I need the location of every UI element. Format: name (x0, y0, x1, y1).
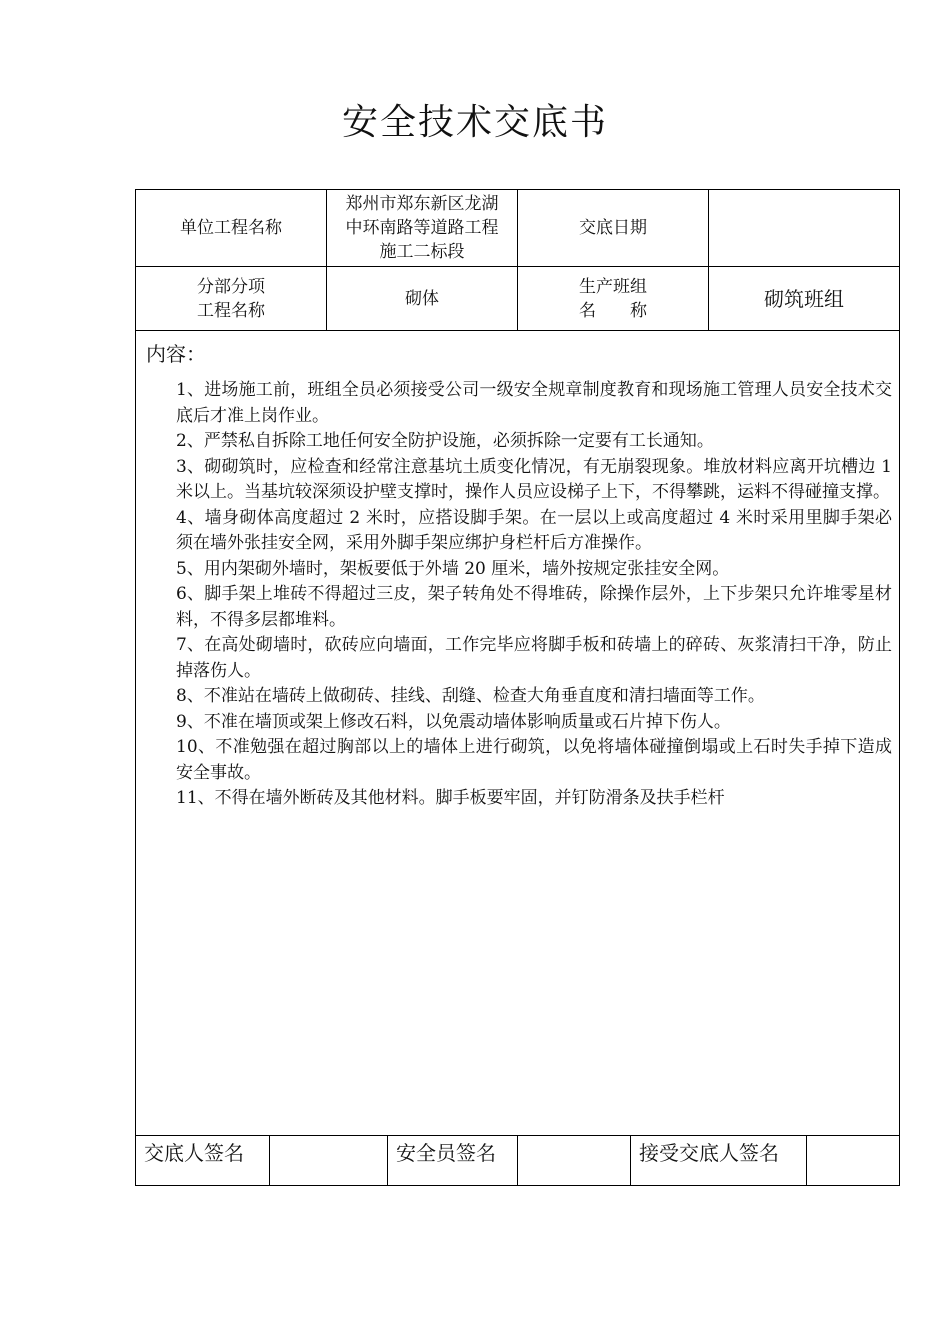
row-divider-2 (136, 330, 899, 331)
unit-project-label: 单位工程名称 (180, 218, 282, 238)
unit-project-line-2: 中环南路等道路工程 (345, 218, 499, 238)
safety-officer-signature-field[interactable] (518, 1136, 630, 1186)
presenter-signature-label: 交底人签名 (144, 1141, 244, 1165)
content-item: 10、不准勉强在超过胸部以上的墙体上进行砌筑，以免将墙体碰撞倒塌或上石时失手掉下造成安全事故。 (176, 737, 892, 783)
content-item: 9、不准在墙顶或架上修改石料，以免震动墙体影响质量或石片掉下伤人。 (176, 711, 731, 732)
unit-project-line-1: 郑州市郑东新区龙湖 (345, 194, 499, 214)
content-item: 5、用内架砌外墙时，架板要低于外墙 20 厘米，墙外按规定张挂安全网。 (176, 558, 730, 579)
document-title: 安全技术交底书 (341, 102, 608, 143)
content-item: 2、严禁私自拆除工地任何安全防护设施，必须拆除一定要有工长通知。 (176, 431, 714, 451)
sub-project-label-line-1: 分部分项 (197, 276, 265, 297)
content-label: 内容： (146, 342, 206, 366)
content-item: 4、墙身砌体高度超过 2 米时，应搭设脚手架。在一层以上或高度超过 4 米时采用里脚手架必须在墙外张挂安全网，采用外脚手架应绑护身栏杆后方准操作。 (176, 507, 892, 553)
disclosure-form (135, 189, 900, 1186)
disclosure-date-label: 交底日期 (579, 218, 647, 238)
presenter-signature-field[interactable] (270, 1136, 387, 1186)
unit-project-value (327, 190, 517, 266)
content-item: 1、进场施工前，班组全员必须接受公司一级安全规章制度教育和现场施工管理人员安全技术交底后才准上岗作业。 (176, 380, 892, 426)
team-name-value: 砌筑班组 (764, 286, 844, 311)
content-item: 8、不准站在墙砖上做砌砖、挂线、刮缝、检查大角垂直度和清扫墙面等工作。 (176, 686, 765, 706)
team-name-label-line-2: 名 称 (579, 300, 647, 321)
content-item: 7、在高处砌墙时，砍砖应向墙面，工作完毕应将脚手板和砖墙上的碎砖、灰浆清扫干净，防止掉落伤人。 (176, 635, 892, 681)
unit-project-line-3: 施工二标段 (379, 242, 465, 262)
content-item: 6、脚手架上堆砖不得超过三皮，架子转角处不得堆砖，除操作层外，上下步架只允许堆零星材料，不得多层都堆料。 (176, 584, 892, 630)
receiver-signature-field[interactable] (807, 1136, 899, 1186)
content-item: 11、不得在墙外断砖及其他材料。脚手板要牢固，并钉防滑条及扶手栏杆 (176, 788, 725, 808)
sub-project-label (136, 267, 326, 330)
disclosure-date-value[interactable] (709, 190, 899, 266)
content-item: 3、砌砌筑时，应检查和经常注意基坑土质变化情况，有无崩裂现象。堆放材料应离开坑槽边 1 米以上。当基坑较深须设护壁支撑时，操作人员应设梯子上下，不得攀跳，运料不得碰撞支撑。 (176, 456, 892, 502)
team-name-label (518, 267, 708, 330)
sub-project-label-line-2: 工程名称 (197, 300, 265, 321)
team-name-label-line-1: 生产班组 (579, 276, 647, 297)
safety-officer-signature-label: 安全员签名 (396, 1141, 496, 1165)
sub-project-value: 砌体 (405, 288, 439, 309)
content-list (176, 378, 892, 812)
receiver-signature-label: 接受交底人签名 (639, 1141, 779, 1165)
